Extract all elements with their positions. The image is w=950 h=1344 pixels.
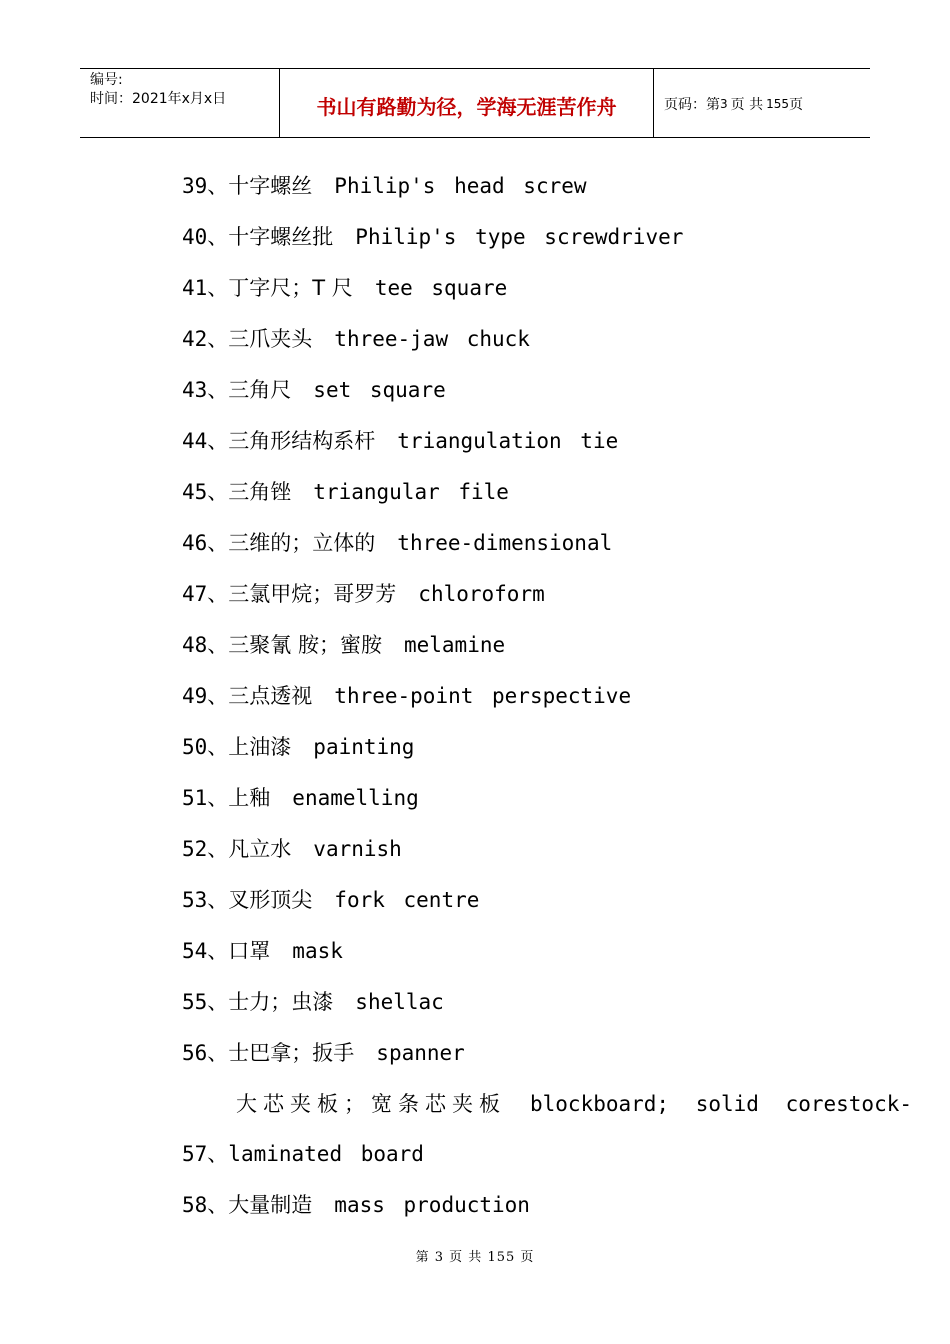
list-item: 43、三角尺 set square xyxy=(182,378,446,402)
list-item: 54、口罩 mask xyxy=(182,939,343,963)
list-item: 49、三点透视 three-point perspective xyxy=(182,684,632,708)
list-item: 51、上釉 enamelling xyxy=(182,786,419,810)
list-item-57-line1: 大芯夹板；宽条芯夹板 blockboard; solid corestock- xyxy=(236,1092,913,1116)
list-item: 42、三爪夹头 three-jaw chuck xyxy=(182,327,530,351)
list-item: 48、三聚氰 胺；蜜胺 melamine xyxy=(182,633,506,657)
header-motto: 书山有路勤为径，学海无涯苦作舟 xyxy=(280,69,654,137)
page-prefix: 页码：第 xyxy=(664,97,720,113)
list-item-57-line2: 57、laminated board xyxy=(182,1142,424,1166)
page-suffix: 页 xyxy=(789,97,803,113)
list-item: 53、叉形顶尖 fork centre xyxy=(182,888,480,912)
list-item: 45、三角锉 triangular file xyxy=(182,480,509,504)
page-total: 155 xyxy=(766,97,789,111)
list-item: 39、十字螺丝 Philip's head screw xyxy=(182,174,587,198)
list-item: 52、凡立水 varnish xyxy=(182,837,402,861)
list-item: 44、三角形结构系杆 triangulation tie xyxy=(182,429,619,453)
list-item: 47、三氯甲烷；哥罗芳 chloroform xyxy=(182,582,545,606)
list-item: 58、大量制造 mass production xyxy=(182,1193,530,1217)
page-footer: 第 3 页 共 155 页 xyxy=(415,1250,535,1265)
list-item: 41、丁字尺；T 尺 tee square xyxy=(182,276,508,300)
list-item: 46、三维的；立体的 three-dimensional xyxy=(182,531,613,555)
list-item: 55、士力；虫漆 shellac xyxy=(182,990,444,1014)
time-text: 时间：2021年x月x日 xyxy=(90,91,227,107)
number-label: 编号: xyxy=(90,72,123,88)
page-mid: 页 共 xyxy=(730,97,764,113)
page-num: 3 xyxy=(720,97,728,111)
list-item: 56、士巴拿；扳手 spanner xyxy=(182,1041,465,1065)
list-item: 50、上油漆 painting xyxy=(182,735,415,759)
list-item: 40、十字螺丝批 Philip's type screwdriver xyxy=(182,225,684,249)
